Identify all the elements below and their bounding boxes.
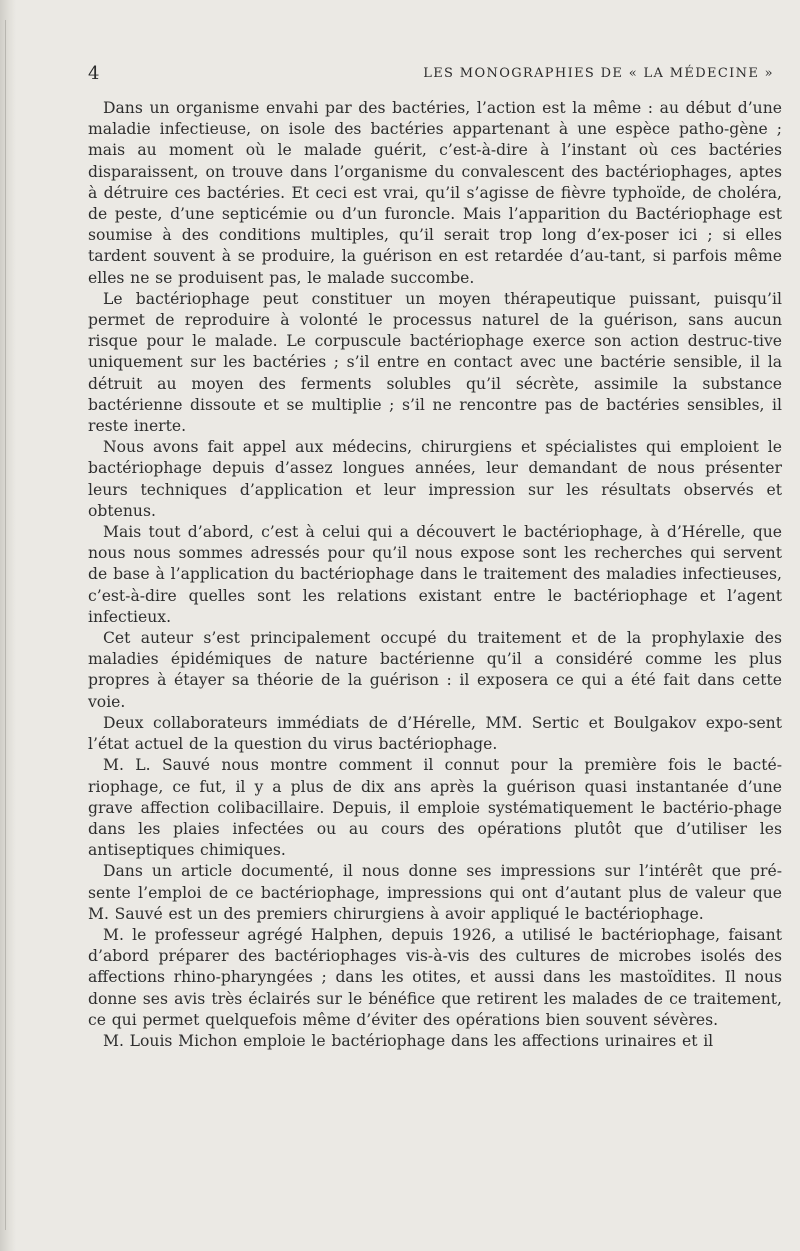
- paragraph-7: M. L. Sauvé nous montre comment il connut pour la première fois le bacté-riophage, ce fut, il y a plus de dix ans après la guérison quasi instantanée d’une grave affection colibacillaire. Depuis, il emploie systématiquement le bactério-phage dans les plaies infectées ou au cours des opérations plutôt que d’utiliser les antiseptiques chimiques.: [88, 756, 782, 860]
- paragraph-10: M. Louis Michon emploie le bactériophage dans les affections urinaires et il: [103, 1031, 714, 1050]
- paragraph-9: M. le professeur agrégé Halphen, depuis 1926, a utilisé le bactériophage, faisant d’abord préparer des bactériophages vis-à-vis des cultures de microbes isolés des affections rhino-pharyngées ; dans les otites, et aussi dans les mastoïdites. Il nous donne ses avis très éclairés sur le bénéfice que retirent les malades de ce traitement, ce qui permet quelquefois même d’éviter des opérations bien souvent sévères.: [88, 925, 782, 1029]
- page-number: 4: [88, 63, 100, 84]
- page-edge-line: [5, 20, 6, 1230]
- page-binding-edge: [0, 0, 16, 1251]
- paragraph-3: Nous avons fait appel aux médecins, chirurgiens et spécialistes qui emploient le bactériophage depuis d’assez longues années, leur demandant de nous présenter leurs techniques d’application et leur impression sur les résultats observés et obtenus.: [88, 438, 782, 520]
- page-header: [88, 63, 782, 87]
- running-title: LES MONOGRAPHIES DE « LA MÉDECINE »: [423, 66, 774, 81]
- paragraph-4: Mais tout d’abord, c’est à celui qui a découvert le bactériophage, à d’Hérelle, que nous nous sommes adressés pour qu’il nous expose sont les recherches qui servent de base à l’application du bactériophage dans le traitement des maladies infectieuses, c’est-à-dire quelles sont les relations existant entre le bactériophage et l’agent infectieux.: [88, 523, 782, 626]
- paragraph-1: Dans un organisme envahi par des bactéries, l’action est la même : au début d’une maladie infectieuse, on isole des bactéries appartenant à une espèce patho-gène ; mais au moment où le malade guérit, c’est-à-dire à l’instant où ces bactéries disparaissent, on trouve dans l’organisme du convalescent des bactériophages, aptes à détruire ces bactéries. Et ceci est vrai, qu’il s’agisse de fièvre typhoïde, de choléra, de peste, d’une septicémie ou d’un furoncle. Mais l’apparition du Bactériophage est soumise à des conditions multiples, qu’il serait trop long d’ex-poser ici ; si elles tardent souvent à se produire, la guérison en est retardée d’au-tant, si parfois même elles ne se produisent pas, le malade succombe.: [88, 99, 782, 287]
- paragraph-2: Le bactériophage peut constituer un moyen thérapeutique puissant, puisqu’il permet de reproduire à volonté le processus naturel de la guérison, sans aucun risque pour le malade. Le corpuscule bactériophage exerce son action destruc-tive uniquement sur les bactéries ; s’il entre en contact avec une bactérie sensible, il la détruit au moyen des ferments solubles qu’il sécrète, assimile la substance bactérienne dissoute et se multiplie ; s’il ne rencontre pas de bactéries sensibles, il reste inerte.: [88, 289, 782, 436]
- paragraph-6: Deux collaborateurs immédiats de d’Hérelle, MM. Sertic et Boulgakov expo-sent l’état actuel de la question du virus bactériophage.: [88, 713, 782, 754]
- body-text: [88, 98, 782, 1052]
- paragraph-5: Cet auteur s’est principalement occupé du traitement et de la prophylaxie des maladies épidémiques de nature bactérienne qu’il a considéré comme les plus propres à étayer sa théorie de la guérison : il exposera ce qui a été fait dans cette voie.: [88, 629, 782, 711]
- paragraph-8: Dans un article documenté, il nous donne ses impressions sur l’intérêt que pré-sente l’emploi de ce bactériophage, impressions qui ont d’autant plus de valeur que M. Sauvé est un des premiers chirurgiens à avoir appliqué le bactériophage.: [88, 862, 782, 923]
